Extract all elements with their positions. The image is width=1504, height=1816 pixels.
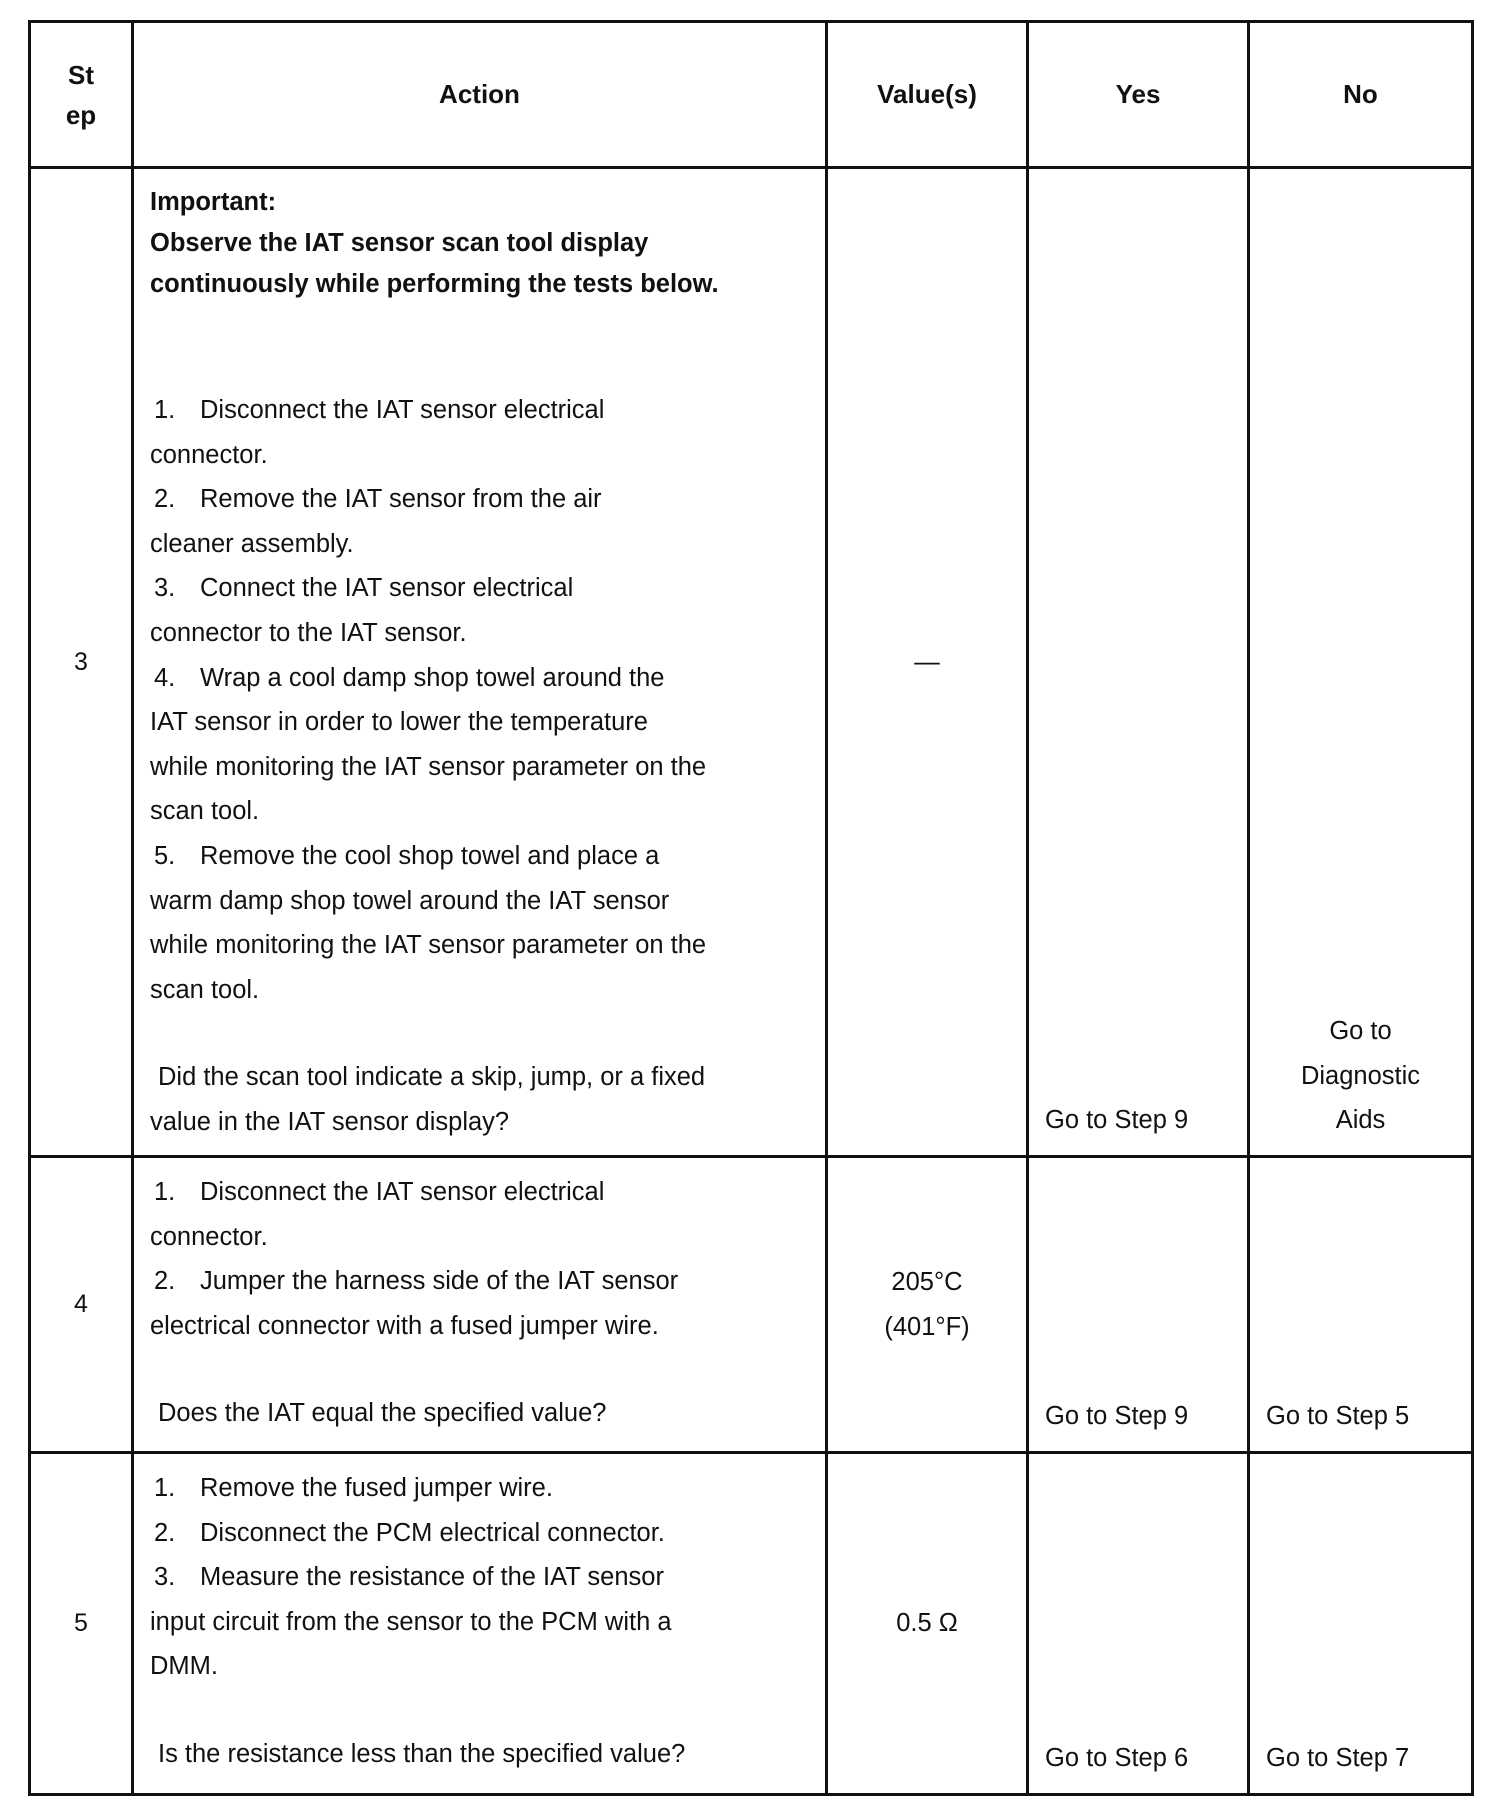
value-cell: 0.5 Ω (827, 1453, 1028, 1795)
no-link: Go to Step 5 (1266, 1402, 1410, 1431)
list-item: 2. Disconnect the PCM electrical connector. (154, 1518, 665, 1547)
step-number: 3 (30, 168, 133, 1157)
table-row (30, 1157, 1473, 1453)
table-row (30, 1453, 1473, 1795)
question: Does the IAT equal the specified value? (158, 1399, 607, 1428)
list-item: 1. Disconnect the IAT sensor electrical connector. (150, 396, 605, 469)
question: Is the resistance less than the specified value? (158, 1739, 686, 1768)
value-line2: (401°F) (884, 1312, 970, 1341)
no-cell (1249, 1157, 1473, 1453)
header-no: No (1249, 22, 1473, 168)
header-action: Action (133, 22, 827, 168)
yes-link: Go to Step 9 (1045, 1402, 1189, 1431)
question-line2: value in the IAT sensor display? (150, 1107, 510, 1136)
list-item: 3. Connect the IAT sensor electrical connector to the IAT sensor. (150, 574, 574, 647)
important-text-line1: Observe the IAT sensor scan tool display (150, 229, 649, 257)
action-cell (133, 1157, 827, 1453)
list-item: 4. Wrap a cool damp shop towel around the IAT sensor in order to lower the temperature while monitoring the IAT sensor parameter on the scan tool. (150, 663, 707, 826)
list-item: 2. Jumper the harness side of the IAT sensor electrical connector with a fused jumper wire. (150, 1267, 679, 1340)
list-item: 5. Remove the cool shop towel and place a warm damp shop towel around the IAT sensor while monitoring the IAT sensor parameter on the scan tool. (150, 841, 707, 1004)
action-cell (133, 1453, 827, 1795)
list-item: 1. Disconnect the IAT sensor electrical connector. (150, 1178, 605, 1251)
no-line3: Aids (1335, 1106, 1386, 1135)
header-step-line1: St (68, 59, 94, 90)
no-cell (1249, 1453, 1473, 1795)
yes-cell (1028, 1453, 1249, 1795)
question-line1: Did the scan tool indicate a skip, jump, or a fixed (158, 1063, 706, 1092)
list-item: 1. Remove the fused jumper wire. (154, 1474, 553, 1502)
no-line1: Go to (1329, 1017, 1392, 1046)
important-text-line2: continuously while performing the tests below. (150, 270, 719, 298)
header-yes: Yes (1028, 22, 1249, 168)
yes-link: Go to Step 9 (1045, 1106, 1189, 1135)
no-line2: Diagnostic (1300, 1061, 1421, 1090)
action-cell (133, 168, 827, 1157)
header-values: Value(s) (827, 22, 1028, 168)
no-link: Go to Step 7 (1266, 1744, 1410, 1773)
value-cell (827, 1157, 1028, 1453)
value-cell: — (827, 168, 1028, 1157)
step-number: 4 (30, 1157, 133, 1453)
header-step-line2: ep (65, 99, 97, 130)
diagnostic-table (28, 20, 1474, 1796)
header-step (30, 22, 133, 168)
list-item: 2. Remove the IAT sensor from the air cleaner assembly. (150, 485, 602, 558)
step-number: 5 (30, 1453, 133, 1795)
table-row (30, 168, 1473, 1157)
list-item: 3. Measure the resistance of the IAT sensor input circuit from the sensor to the PCM with a DMM. (150, 1563, 672, 1681)
important-label: Important: (150, 188, 277, 216)
yes-cell (1028, 1157, 1249, 1453)
value-line1: 205°C (891, 1267, 963, 1296)
table-header-row (30, 22, 1473, 168)
yes-link: Go to Step 6 (1045, 1744, 1189, 1773)
no-cell (1249, 168, 1473, 1157)
yes-cell (1028, 168, 1249, 1157)
